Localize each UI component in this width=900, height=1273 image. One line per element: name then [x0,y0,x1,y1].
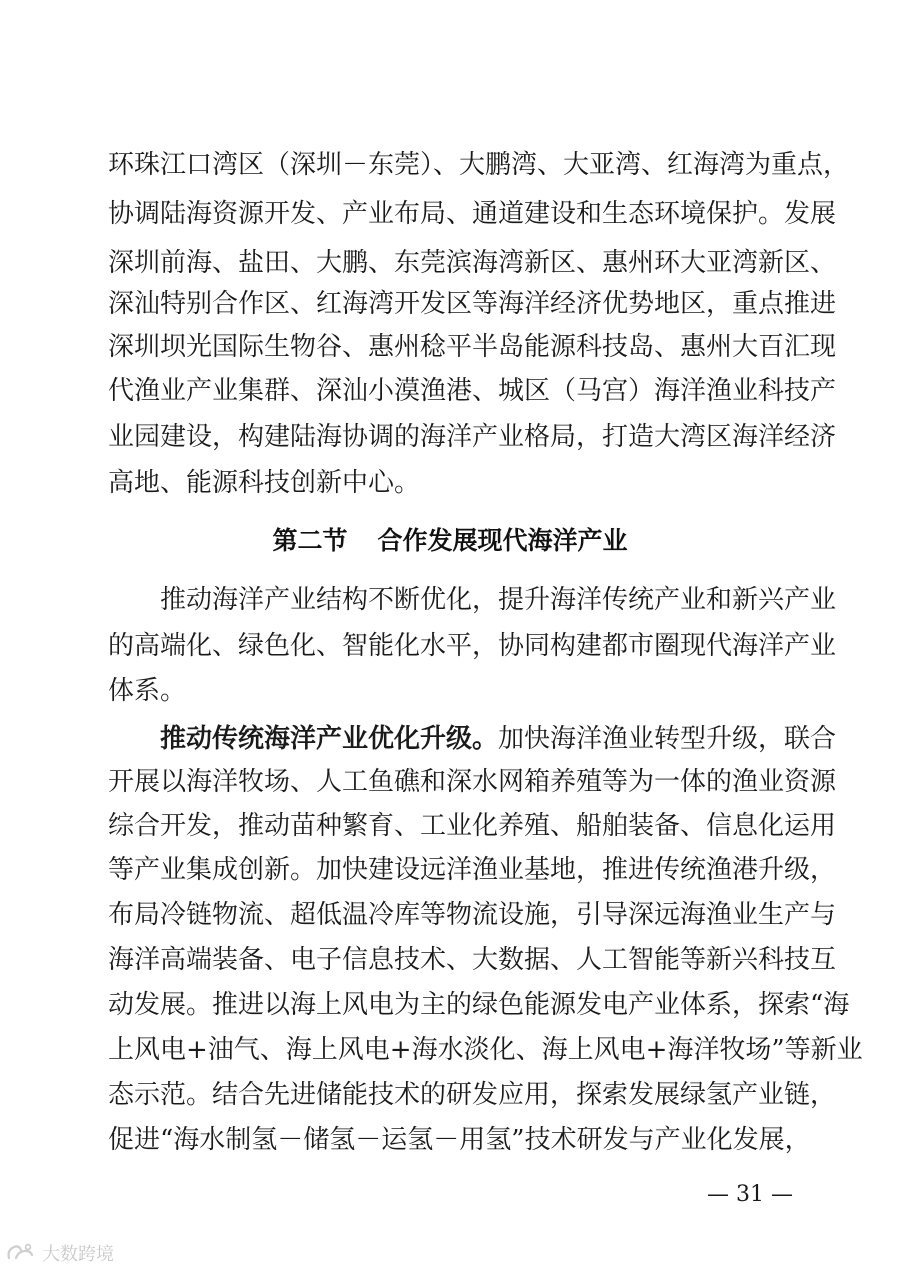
section-heading [0,524,900,558]
text-line: 协调陆海资源开发、产业布局、通道建设和生态环境保护。发展 [108,199,837,229]
text-line: 布局冷链物流、超低温冷库等物流设施，引导深远海渔业生产与 [108,900,837,930]
text-line: 环珠江口湾区（深圳－东莞）、大鹏湾、大亚湾、红海湾为重点， [108,150,850,180]
watermark-logo-icon [6,1242,36,1264]
text-line: 高地、能源科技创新中心。 [108,468,421,498]
text-line: 代渔业产业集群、深汕小漠渔港、城区（马宫）海洋渔业科技产 [108,376,837,406]
text-line: 深圳前海、盐田、大鹏、东莞滨海湾新区、惠州环大亚湾新区、 [108,248,837,278]
text-line: 态示范。结合先进储能技术的研发应用，探索发展绿氢产业链， [108,1080,837,1110]
text-line: 动发展。推进以海上风电为主的绿色能源发电产业体系，探索“海 [108,990,850,1020]
text-line: 促进“海水制氢－储氢－运氢－用氢”技术研发与产业化发展， [108,1125,811,1155]
section-title: 合作发展现代海洋产业 [377,526,628,555]
text-line: 的高端化、绿色化、智能化水平，协同构建都市圈现代海洋产业 [108,631,837,661]
text-line: 等产业集成创新。加快建设远洋渔业基地，推进传统渔港升级， [108,855,837,885]
text-line: 开展以海洋牧场、人工鱼礁和深水网箱养殖等为一体的渔业资源 [108,767,837,797]
text-line: 深圳坝光国际生物谷、惠州稔平半岛能源科技岛、惠州大百汇现 [108,332,837,362]
text-line: 上风电+油气、海上风电+海水淡化、海上风电+海洋牧场”等新业 [108,1035,863,1065]
text-line: 推动海洋产业结构不断优化，提升海洋传统产业和新兴产业 [160,585,837,615]
text-line: 深汕特别合作区、红海湾开发区等海洋经济优势地区，重点推进 [108,289,837,319]
lead-line-rest: 加快海洋渔业转型升级，联合 [498,724,837,754]
section-number: 第二节 [272,526,348,555]
text-line: 海洋高端装备、电子信息技术、大数据、人工智能等新兴科技互 [108,945,837,975]
text-line: 体系。 [108,676,187,706]
bold-lead-phrase: 推动传统海洋产业优化升级。 [160,724,499,754]
text-line-lead [160,722,837,756]
text-line: 业园建设，构建陆海协调的海洋产业格局，打造大湾区海洋经济 [108,422,837,452]
watermark [6,1238,114,1268]
text-line: 综合开发，推动苗种繁育、工业化养殖、船舶装备、信息化运用 [108,811,837,841]
page-number: — 31 — [707,1182,793,1207]
watermark-text: 大数跨境 [42,1244,114,1265]
